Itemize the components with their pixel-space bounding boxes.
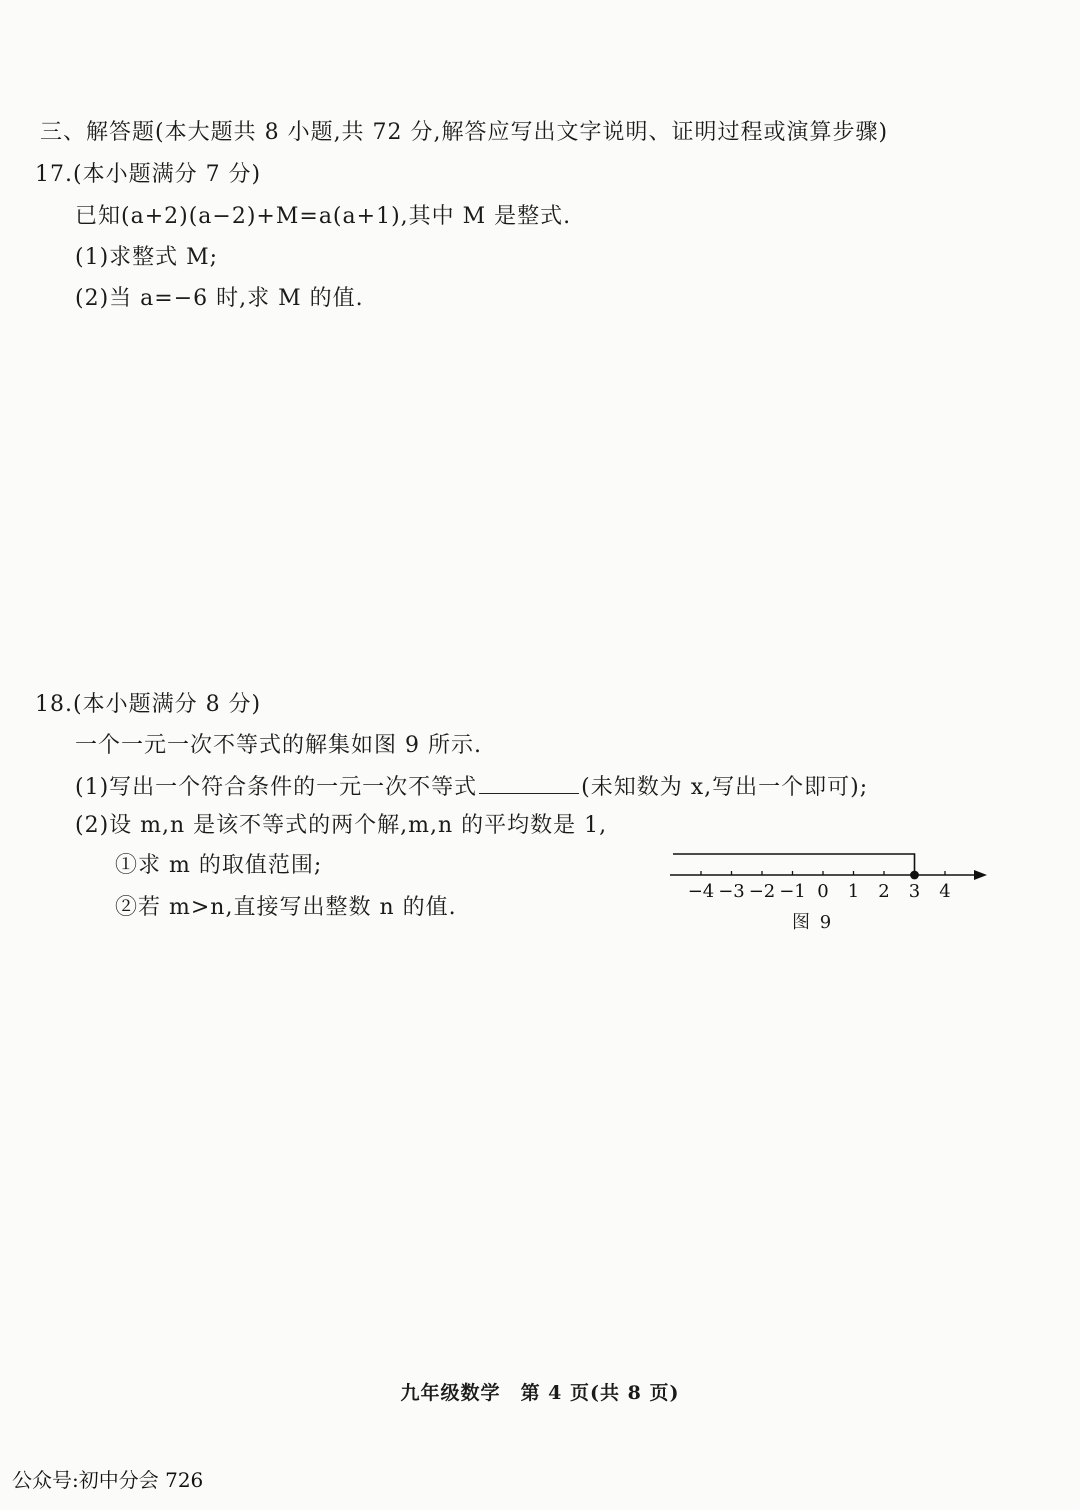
solution-set-bracket bbox=[673, 854, 915, 875]
question-18-sub-1: ①求 m 的取值范围; bbox=[115, 853, 323, 878]
number-line-tick-label: 1 bbox=[847, 881, 860, 902]
watermark-text: 公众号:初中分会 726 bbox=[12, 1468, 204, 1492]
question-18-heading: 18.(本小题满分 8 分) bbox=[35, 692, 262, 717]
number-line-tick-label: −2 bbox=[748, 881, 776, 902]
question-18-part-1-prefix: (1)写出一个符合条件的一元一次不等式 bbox=[75, 775, 478, 800]
number-line-tick-label: −4 bbox=[687, 881, 715, 902]
answer-blank[interactable] bbox=[479, 771, 579, 794]
footer-subject: 九年级数学 bbox=[400, 1382, 501, 1404]
question-17-heading: 17.(本小题满分 7 分) bbox=[35, 162, 262, 187]
footer-page-number: 第 4 页(共 8 页) bbox=[520, 1382, 680, 1404]
section-heading: 三、解答题(本大题共 8 小题,共 72 分,解答应写出文字说明、证明过程或演算步骤) bbox=[40, 120, 889, 145]
question-18-part-2: (2)设 m,n 是该不等式的两个解,m,n 的平均数是 1, bbox=[75, 813, 608, 838]
number-line-tick-label: −3 bbox=[718, 881, 745, 902]
figure-9-number-line bbox=[665, 842, 995, 942]
question-18-part-1 bbox=[75, 771, 868, 803]
question-18-part-1-suffix: (未知数为 x,写出一个即可); bbox=[581, 775, 869, 800]
number-line-tick-label: 3 bbox=[908, 881, 921, 902]
number-line-arrowhead bbox=[974, 870, 987, 880]
question-18-statement: 一个一元一次不等式的解集如图 9 所示. bbox=[75, 733, 482, 758]
question-18-sub-2: ②若 m>n,直接写出整数 n 的值. bbox=[115, 895, 457, 920]
page-footer bbox=[0, 1378, 1080, 1405]
number-line-tick-label: −1 bbox=[779, 881, 806, 902]
number-line-svg bbox=[665, 842, 995, 912]
figure-caption: 图 9 bbox=[792, 912, 834, 933]
number-line-tick-label: 0 bbox=[817, 881, 829, 902]
solution-endpoint-dot bbox=[911, 871, 919, 879]
question-17-part-1: (1)求整式 M; bbox=[75, 245, 219, 270]
question-17-statement: 已知(a+2)(a−2)+M=a(a+1),其中 M 是整式. bbox=[75, 204, 572, 229]
number-line-tick-label: 2 bbox=[878, 881, 890, 902]
number-line-tick-label: 4 bbox=[939, 881, 951, 902]
question-17-part-2: (2)当 a=−6 时,求 M 的值. bbox=[75, 286, 364, 311]
